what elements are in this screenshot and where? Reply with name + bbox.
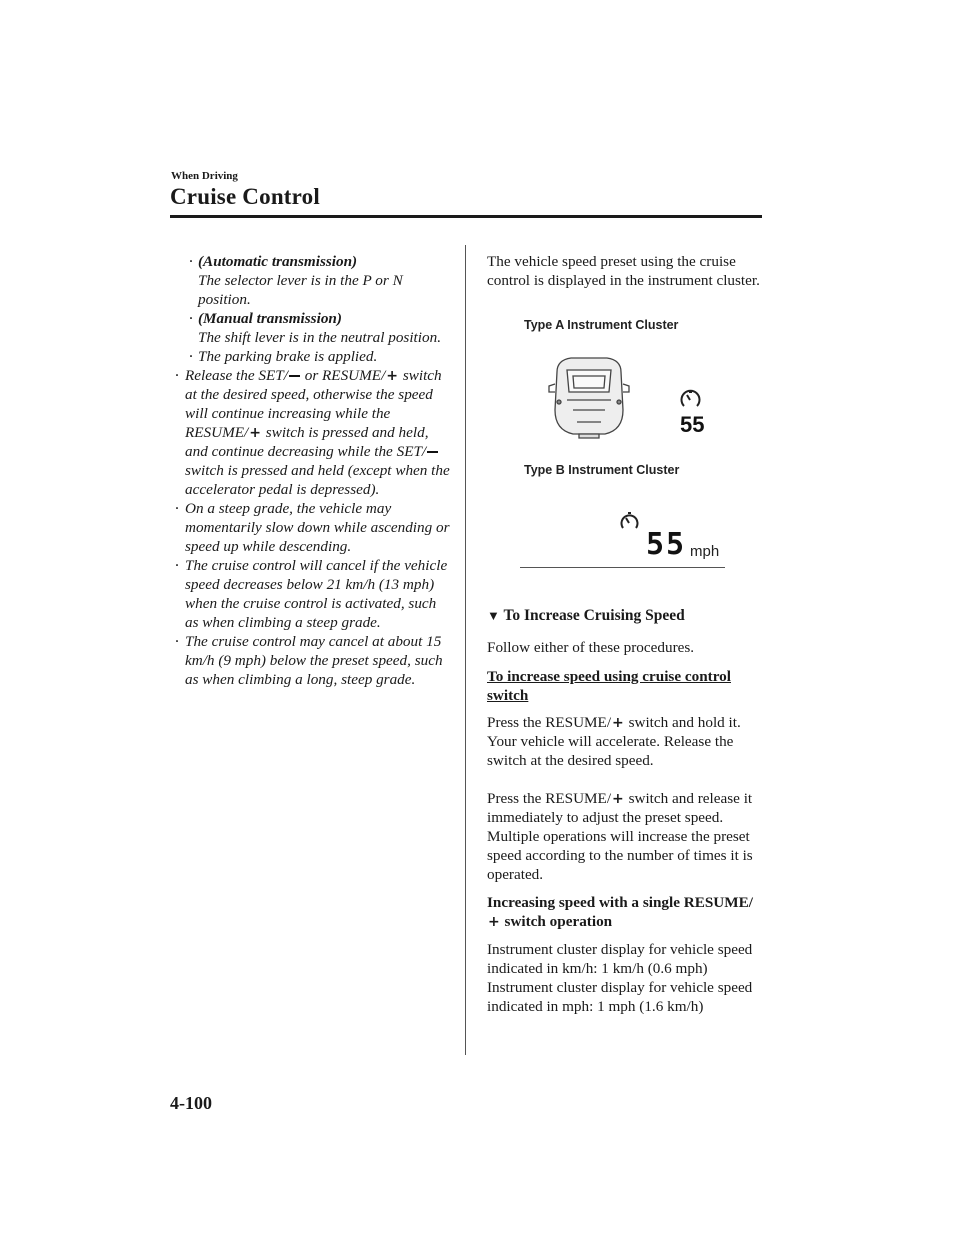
figure-b-caption: Type B Instrument Cluster: [524, 463, 680, 477]
bullet-release-switch: [170, 366, 450, 499]
bullet-dot-icon: ·: [175, 501, 180, 515]
figure-a-speed: 55: [680, 412, 705, 437]
plus-icon: +: [488, 914, 500, 930]
bullet-dot-icon: ·: [175, 634, 180, 648]
column-divider: [465, 245, 466, 1055]
bullet-text: The cruise control may cancel at about 15 km/h (9 mph) below the preset speed, such as when climbing a long, steep grade.: [185, 633, 443, 688]
figure-b-speedometer: [618, 510, 642, 539]
bullet-text: On a steep grade, the vehicle may momentarily slow down while ascending or speed up while descending.: [185, 500, 450, 555]
bullet-steep-grade: [170, 499, 450, 556]
figure-b-unit: mph: [690, 543, 720, 560]
minus-icon: [427, 451, 438, 453]
plus-icon: +: [249, 425, 261, 441]
paragraph-hold: Press the RESUME/+ switch and hold it. Your vehicle will accelerate. Release the switch at the desired speed.: [487, 714, 741, 769]
figure-a-caption: Type A Instrument Cluster: [524, 318, 679, 332]
follow-text: Follow either of these procedures.: [487, 639, 695, 656]
plus-icon: +: [386, 368, 399, 384]
bold-heading: Increasing speed with a single RESUME/+ switch operation: [487, 894, 753, 930]
plus-icon: +: [612, 791, 624, 807]
bullet-dot-icon: ·: [175, 368, 180, 382]
right-column: [487, 252, 762, 290]
speedometer-icon: [682, 391, 700, 406]
bullet-automatic-transmission: [170, 252, 450, 309]
bullet-manual-transmission: [170, 309, 450, 347]
paragraph-release: Press the RESUME/+ switch and release it immediately to adjust the preset speed. Multiple operations will increase the preset speed according to the number of times it is operated.: [487, 790, 753, 883]
bullet-text: The selector lever is in the P or N position.: [198, 272, 403, 308]
bullet-dot-icon: ·: [189, 349, 194, 363]
bullet-dot-icon: ·: [175, 558, 180, 572]
subheading: To increase speed using cruise control switch: [487, 668, 731, 704]
bullet-cancel-below: [170, 556, 450, 632]
triangle-down-icon: ▼: [487, 608, 500, 623]
bullet-text: The cruise control will cancel if the vehicle speed decreases below 21 km/h (13 mph) when the cruise control is activated, such as when climbing a steep grade.: [185, 557, 448, 631]
car-top-view-icon: [487, 340, 762, 450]
speedometer-icon: [618, 510, 642, 534]
figure-a: [487, 340, 762, 450]
bullet-text: The parking brake is applied.: [198, 348, 378, 365]
left-column: [170, 252, 450, 689]
paragraph-kmh: Instrument cluster display for vehicle speed indicated in km/h: 1 km/h (0.6 mph): [487, 941, 753, 977]
bullet-label: (Automatic transmission): [198, 253, 358, 270]
page-title: Cruise Control: [170, 184, 320, 209]
increase-speed-section: [487, 606, 762, 625]
title-rule: [170, 215, 762, 218]
section-heading: ▼ To Increase Cruising Speed: [487, 607, 685, 624]
minus-icon: [289, 375, 300, 377]
bullet-dot-icon: ·: [189, 254, 194, 268]
bullet-text: Release the SET/ or RESUME/+ switch at the desired speed, otherwise the speed will continue increasing while the RESUME/+ switch is pressed and held, and continue decreasing while the SET/ switch is pressed and held (except when the accelerator pedal is depressed).: [185, 367, 450, 498]
bullet-parking-brake: [170, 347, 450, 366]
bullet-cancel-about: [170, 632, 450, 689]
bullet-text: The shift lever is in the neutral position.: [198, 329, 441, 346]
figure-b-speed: 55: [646, 527, 687, 562]
paragraph-mph: Instrument cluster display for vehicle speed indicated in mph: 1 mph (1.6 km/h): [487, 979, 753, 1015]
section-label: When Driving: [171, 170, 238, 182]
plus-icon: +: [612, 715, 624, 731]
bullet-label: (Manual transmission): [198, 310, 342, 327]
intro-paragraph: The vehicle speed preset using the cruise control is displayed in the instrument cluster.: [487, 253, 760, 289]
page-number: 4-100: [170, 1093, 212, 1113]
bullet-dot-icon: ·: [189, 311, 194, 325]
figure-b-baseline: [520, 567, 725, 568]
